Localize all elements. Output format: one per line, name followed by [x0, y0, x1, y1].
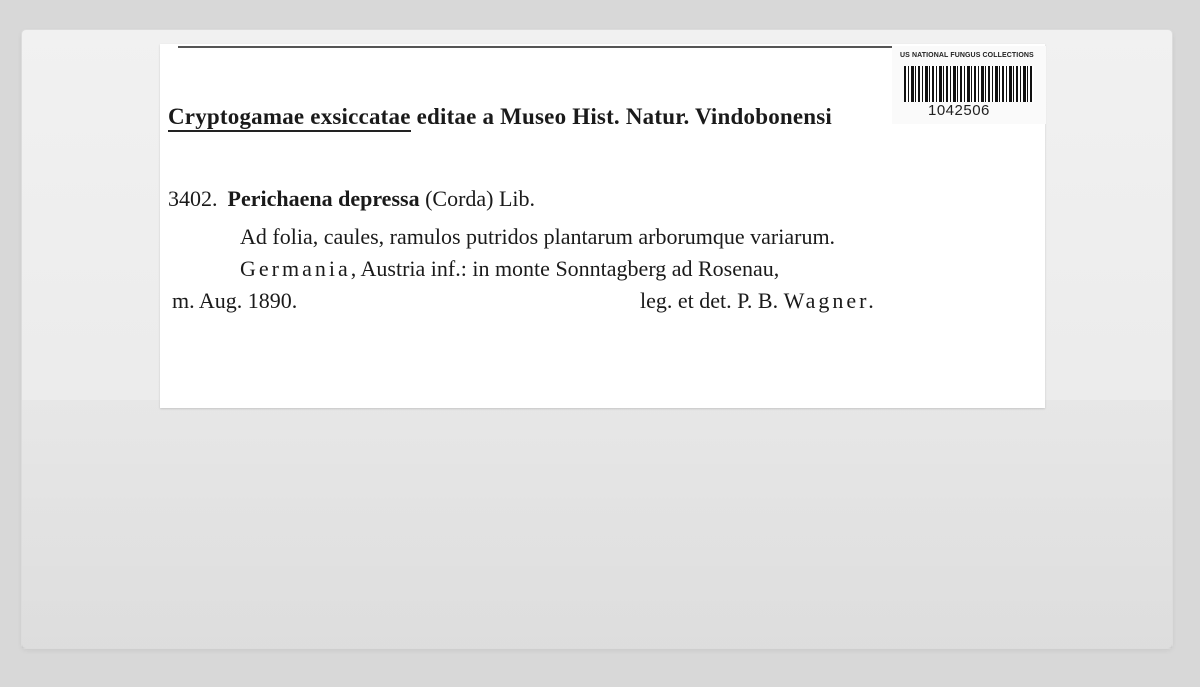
series-title: [168, 104, 832, 130]
collector-line: [640, 288, 877, 314]
series-title-underlined: Cryptogamae exsiccatae: [168, 104, 411, 132]
barcode-number: 1042506: [928, 102, 990, 119]
taxon-name: Perichaena depressa: [227, 186, 420, 211]
collector-prefix: leg. et det. P. B.: [640, 288, 784, 313]
locality-rest: , Austria inf.: in monte Sonntagberg ad Rosenau,: [350, 256, 780, 281]
habitat-text: Ad folia, caules, ramulos putridos plantarum arborumque variarum.: [240, 224, 836, 249]
barcode-caption: US NATIONAL FUNGUS COLLECTIONS: [900, 52, 1034, 59]
series-title-rest: editae a Museo Hist. Natur. Vindobonensi: [410, 104, 833, 129]
locality-country: Germania: [240, 256, 351, 281]
barcode-icon: [904, 66, 1034, 102]
collection-date: m. Aug. 1890.: [172, 288, 298, 313]
taxon-authority: (Corda) Lib.: [419, 186, 536, 211]
specimen-number: 3402.: [168, 186, 218, 211]
barcode-sticker: [892, 46, 1046, 124]
specimen-line: [168, 186, 535, 212]
locality-line: [240, 256, 779, 282]
collector-surname: Wagner.: [783, 288, 877, 313]
